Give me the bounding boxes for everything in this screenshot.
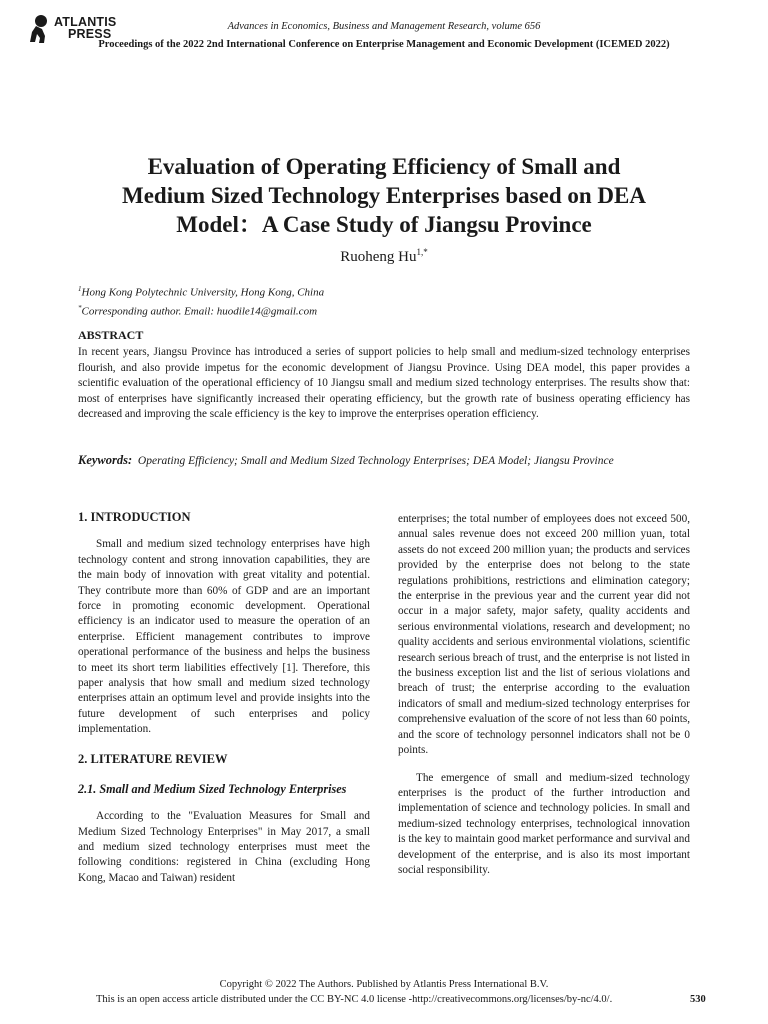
subsection-heading: 2.1. Small and Medium Sized Technology Enterprises	[78, 782, 347, 797]
left-column	[78, 510, 370, 886]
copyright-notice: Copyright © 2022 The Authors. Published by Atlantis Press International B.V.	[219, 979, 549, 990]
paper-title	[60, 152, 708, 239]
logo-text-press: PRESS	[68, 27, 112, 41]
abstract-text: In recent years, Jiangsu Province has introduced a series of support policies to help small and medium-sized technology enterprises flourish, and also provide impetus for the economic development of Jiangsu Province. Using DEA model, this paper provides a scientific evaluation of the operational efficiency of 10 Jiangsu small and medium sized technology enterprises. The results show that: most of enterprises have significantly increased their operating efficiency, but the growth rate of business operating efficiency has decreased and improving the scale efficiency is the key to improve the enterprises operation efficiency.	[78, 346, 690, 421]
section-heading-literature-review: 2. LITERATURE REVIEW	[78, 751, 228, 766]
keywords	[78, 452, 690, 469]
affiliation-line: $^1$Hong Kong Polytechnic University, Hong Kong, China	[78, 285, 325, 299]
section-heading-introduction: 1. INTRODUCTION	[78, 510, 191, 524]
title-line: Model：A Case Study of Jiangsu Province	[176, 212, 592, 237]
intro-paragraph: Small and medium sized technology enterprises have high technology content and strong innovation capabilities, they are the main body of innovation with great vitality and potential. They contribute more than 60% of GDP and are an important force in promoting economic development. Operational efficiency is an indicator used to measure the operation of an enterprise. Efficient management contributes to improve operational performance of the business and helps the business to meet its short term liabilities effectively [1]. Therefore, this paper analysis that how small and medium sized technology enterprises attain an optimum level and provide insights into the future development of such enterprises and policy implementation.	[78, 538, 370, 736]
conditions-paragraph: enterprises; the total number of employees does not exceed 500, annual sales revenue does not exceed 200 million yuan, total assets do not exceed 200 million yuan; the products and services provided by the enterprise does not belong to the state regulations prohibitions, restrictions and elimination category; the enterprise in the previous year and the current year did not occur in a major safety, major safety, quality accidents and serious environmental violations, research and development; no quality accidents and serious environmental violations, scientific research serious breach of trust, and the enterprise is not listed in the business exception list and the list of serious violations and breach of trust; the enterprise according to the evaluation indicators of small and medium-sized technology enterprises for comprehensive evaluation of the score of not less than 60 points, and the score of technology personnel indicators shall not be 0 points.	[398, 513, 690, 757]
affiliations	[78, 282, 324, 319]
series-title: Advances in Economics, Business and Management Research, volume 656	[227, 21, 541, 32]
right-column	[398, 512, 690, 878]
abstract-heading: ABSTRACT	[78, 328, 144, 342]
literature-paragraph: According to the "Evaluation Measures for Small and Medium Sized Technology Enterprises" in May 2017, a small and medium sized technology enterprises must meet the following conditions: registered in China (excluding Hong Kong, Macao and Taiwan) resident	[78, 810, 370, 884]
title-line: Medium Sized Technology Enterprises based on DEA	[122, 183, 646, 208]
corresponding-line: *Corresponding author. Email: huodile14@gmail.com	[78, 303, 318, 318]
author-sup: 1,*	[416, 247, 428, 257]
keywords-label: Keywords:	[78, 453, 133, 467]
emergence-paragraph: The emergence of small and medium-sized technology enterprises is the product of the further introduction and implementation of science and technology policies. In small and medium-sized technology enterprises, technological innovation is the key to maintain good market performance and survival and development of the enterprise, and is also its most important social responsibility.	[398, 771, 690, 876]
license-notice: This is an open access article distributed under the CC BY-NC 4.0 license -http://creativecommons.org/licenses/by-nc/4.0/.	[96, 994, 613, 1005]
logo-text-atlantis: ATLANTIS	[54, 15, 117, 29]
author-line	[0, 247, 768, 266]
proceedings-title: Proceedings of the 2022 2nd International Conference on Enterprise Management and Economic Development (ICEMED 2022)	[98, 39, 670, 50]
author-name: Ruoheng Hu	[340, 249, 417, 265]
title-line: Evaluation of Operating Efficiency of Small and	[147, 154, 621, 179]
page-number: 530	[690, 994, 706, 1005]
keywords-text: Operating Efficiency; Small and Medium Sized Technology Enterprises; DEA Model; Jiangsu Province	[137, 455, 614, 467]
